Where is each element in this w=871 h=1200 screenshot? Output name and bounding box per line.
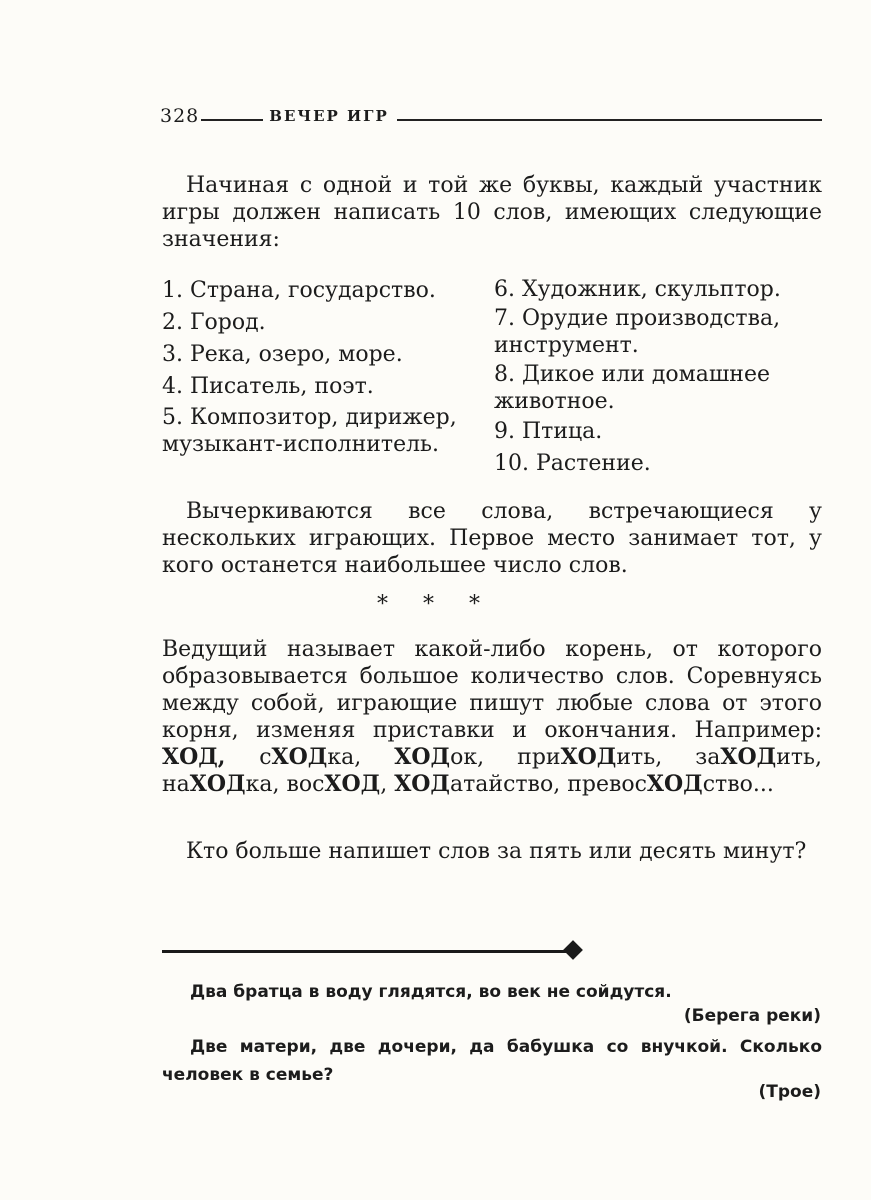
word-affix: ить: [616, 745, 656, 770]
word-root: ХОД: [560, 744, 617, 770]
word-affix: на: [162, 772, 190, 797]
riddle-text: Две матери, две дочери, да бабушка со внучкой. Сколько человек в семье?: [162, 1037, 822, 1085]
example-word: [259, 745, 354, 770]
word-affix: ок: [450, 745, 478, 770]
list-item: 4. Писатель, поэт.: [162, 374, 374, 399]
header-rule-right: [397, 119, 822, 121]
example-word: [567, 772, 753, 797]
word-affix: ить: [776, 745, 815, 770]
list-item: 3. Река, озеро, море.: [162, 342, 403, 367]
divider-line: [162, 950, 568, 953]
root-word-examples: ХОД, сХОДка, ХОДок, приХОДить, заХОДить, наХОДка, восХОД, ХОДатайство, превосХОДство: [162, 744, 822, 797]
answer-categories-right: [494, 276, 784, 481]
section-separator: * * *: [377, 592, 494, 617]
root-game-text: Ведущий называет какой-либо корень, от которого образовывается большое количество слов. Соревнуясь между собой, играющие пишут любые слова от этого корня, изменяя приставки и окончания. Например:: [162, 637, 822, 743]
word-affix: вос: [286, 772, 325, 797]
list-item: 9. Птица.: [494, 419, 603, 444]
word-root: ХОД: [162, 744, 218, 770]
list-item: 8. Дикое или домашнее животное.: [494, 362, 771, 414]
word-root: ХОД: [646, 771, 703, 797]
word-root: ХОД: [394, 744, 451, 770]
ornamental-divider: [162, 941, 582, 961]
word-affix: с: [259, 745, 272, 770]
example-word: [695, 745, 815, 770]
word-affix: ка: [327, 745, 355, 770]
list-item: 5. Композитор, дирижер, музыкант-исполнитель.: [162, 405, 457, 457]
question-paragraph: Кто больше напишет слов за пять или десять минут?: [186, 839, 807, 864]
word-root: ХОД: [189, 771, 246, 797]
riddle-answer: (Берега реки): [683, 1006, 821, 1026]
word-affix: ка: [245, 772, 273, 797]
header-rule-left: [201, 119, 263, 121]
word-root: ХОД: [720, 744, 777, 770]
word-affix: пре: [567, 772, 609, 797]
word-affix: вос: [608, 772, 647, 797]
word-affix: атайство: [450, 772, 554, 797]
word-root: ХОД: [271, 744, 328, 770]
list-item: 10. Растение.: [494, 451, 651, 476]
word-root: ХОД: [394, 771, 450, 797]
running-title: ВЕЧЕР ИГР: [269, 107, 389, 125]
example-word: [517, 745, 655, 770]
running-header: [160, 101, 822, 131]
riddle-text: Два братца в воду глядятся, во век не сойдутся.: [190, 982, 672, 1002]
example-word: [286, 772, 380, 797]
example-word: [162, 772, 272, 797]
example-word: [394, 772, 553, 797]
examples-ending: ...: [752, 772, 774, 797]
scoring-rule-paragraph: Вычеркиваются все слова, встречающиеся у нескольких играющих. Первое место занимает тот, у кого останется наибольшее число слов.: [162, 499, 822, 578]
list-item: 1. Страна, государство.: [162, 278, 436, 303]
intro-paragraph: Начиная с одной и той же буквы, каждый участник игры должен написать 10 слов, имеющих следующие значения:: [162, 173, 822, 252]
list-item: 2. Город.: [162, 310, 266, 335]
root-game-paragraph: [162, 636, 822, 798]
word-root: ХОД: [324, 771, 381, 797]
riddle-answer: (Трое): [758, 1082, 821, 1102]
example-word: [394, 745, 477, 770]
word-affix: ство: [702, 772, 753, 797]
word-affix: за: [695, 745, 721, 770]
answer-categories-left: [162, 276, 462, 460]
word-affix: при: [517, 745, 561, 770]
list-item: 7. Орудие производства, инструмент.: [494, 306, 781, 358]
example-word: [162, 745, 218, 770]
list-item: 6. Художник, скульптор.: [494, 277, 781, 302]
page-number: 328: [160, 105, 200, 127]
diamond-icon: [563, 940, 583, 960]
